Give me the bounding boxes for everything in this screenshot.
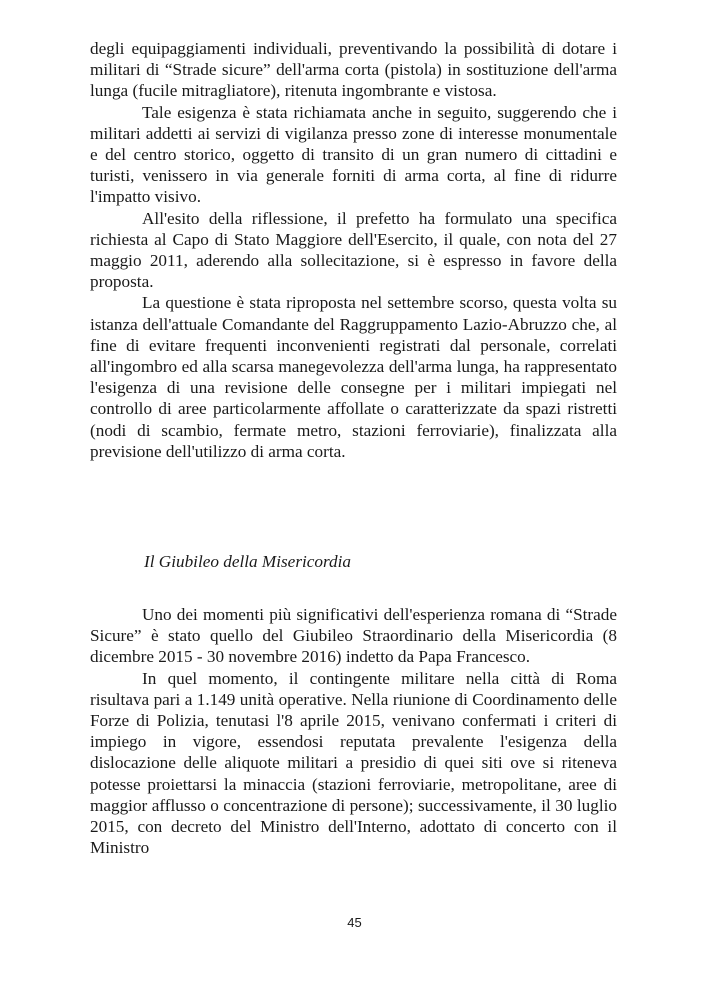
paragraph-esito-riflessione: All'esito della riflessione, il prefetto ha formulato una specifica richiesta al Capo di Stato Maggiore dell'Esercito, il quale, con nota del 27 maggio 2011, aderendo alla sollecitazione, si è espresso in favore della proposta. <box>90 208 617 292</box>
section-heading-giubileo: Il Giubileo della Misericordia <box>144 552 352 571</box>
paragraph-contingente-militare: In quel momento, il contingente militare nella città di Roma risultava pari a 1.149 unità operative. Nella riunione di Coordinamento delle Forze di Polizia, tenutasi l'8 aprile 2015, venivano confermati i criteri di impiego in vigore, essendosi reputata prevalente l'esigenza della dislocazione delle aliquote militari a presidio di quei siti ove si riteneva potesse proiettarsi la minaccia (stazioni ferroviarie, metropolitane, aree di maggior afflusso o concentrazione di persone); successivamente, il 30 luglio 2015, con decreto del Ministro dell'Interno, adottato di concerto con il Ministro <box>90 668 617 858</box>
body-section-giubileo <box>90 604 617 858</box>
paragraph-questione-riproposta: La questione è stata riproposta nel settembre scorso, questa volta su istanza dell'attuale Comandante del Raggruppamento Lazio-Abruzzo che, al fine di evitare frequenti inconvenienti registrati dal personale, correlati all'ingombro ed alla scarsa manegevolezza dell'arma lunga, ha rappresentato l'esigenza di una revisione delle consegne per i militari impiegati nel controllo di aree particolarmente affollate o caratterizzate da spazi ristretti (nodi di scambio, fermate metro, stazioni ferroviarie), finalizzata alla previsione dell'utilizzo di arma corta. <box>90 293 617 461</box>
page-number: 45 <box>347 915 362 930</box>
body-section-strade-sicure <box>90 38 617 462</box>
paragraph-arma-corta-continuation: degli equipaggiamenti individuali, preventivando la possibilità di dotare i militari di “Strade sicure” dell'arma corta (pistola) in sostituzione dell'arma lunga (fucile mitragliatore), ritenuta ingombrante e vistosa. <box>90 39 617 101</box>
paragraph-esigenza-richiamata: Tale esigenza è stata richiamata anche in seguito, suggerendo che i militari addetti ai servizi di vigilanza presso zone di interesse monumentale e del centro storico, oggetto di transito di un gran numero di cittadini e turisti, venissero in via generale forniti di arma corta, al fine di ridurre l'impatto visivo. <box>90 102 617 207</box>
paragraph-giubileo-intro: Uno dei momenti più significativi dell'esperienza romana di “Strade Sicure” è stato quello del Giubileo Straordinario della Misericordia (8 dicembre 2015 - 30 novembre 2016) indetto da Papa Francesco. <box>90 605 617 667</box>
